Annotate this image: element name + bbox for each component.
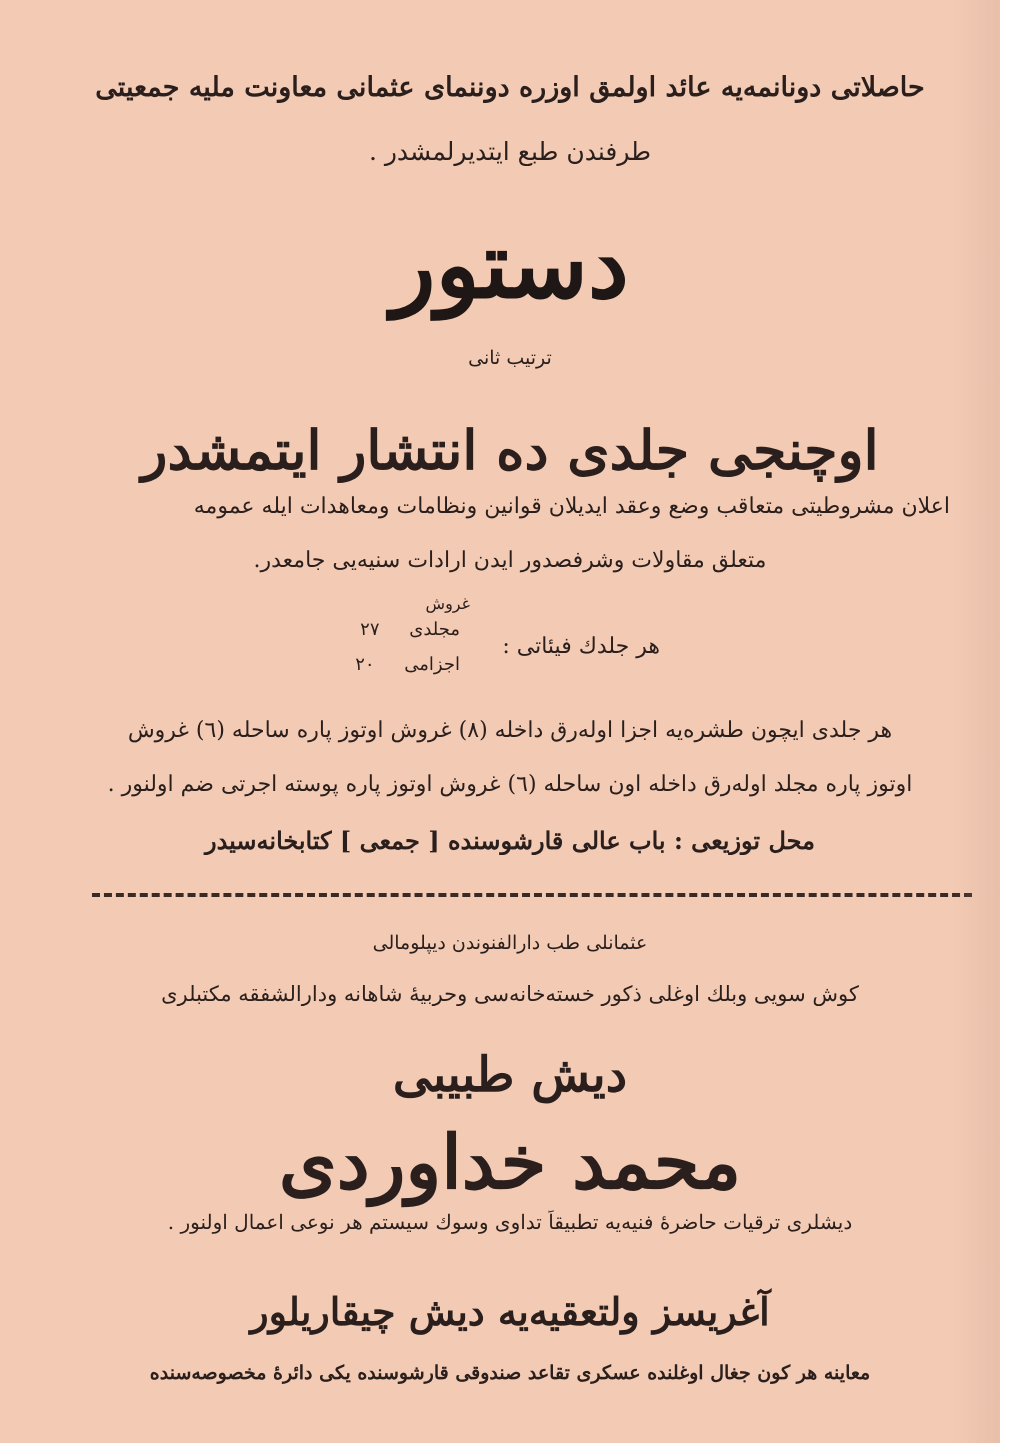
scan-edge-shade — [952, 0, 1000, 1443]
advert-body: دیشلری ترقیات حاضرهٔ فنیه‌یه تطبیقاً تداوی وسوك سیستم هر نوعی اعمال اولنور . — [167, 1210, 853, 1234]
price-label: هر جلدك فیئاتی : — [502, 634, 660, 659]
edition-label: ترتیب ثانی — [468, 347, 552, 369]
price-amount: ٢٠ — [355, 654, 375, 675]
advert-name: محمد خداوردی — [278, 1120, 742, 1206]
advert-title: دیش طبیبی — [392, 1047, 628, 1103]
advert-line-1: عثمانلی طب دارالفنوندن دیپلومالی — [372, 932, 648, 954]
price-type: مجلدی — [409, 619, 460, 640]
distribution-line: محل توزیعی : باب عالی قارشوسنده [ جمعی ] کتابخانه‌سیدر — [204, 826, 815, 855]
price-table — [330, 594, 660, 704]
advert-line-2: کوش سویی وبلك اوغلی ذکور خسته‌خانه‌سی وحربیهٔ شاهانه ودارالشفقه مکتبلری — [161, 982, 859, 1006]
description-line-2: متعلق مقاولات وشرفصدور ایدن ارادات سنیه‌یی جامعدر. — [253, 548, 767, 573]
description-line-1: اعلان مشروطیتی متعاقب وضع وعقد ایدیلان قوانین ونظامات ومعاهدات ایله عمومه — [193, 494, 950, 519]
scan-margin — [1000, 0, 1012, 1443]
price-row — [336, 619, 460, 640]
header-line-1: حاصلاتی دونانمه‌یه عائد اولمق اوزره دوننمای عثمانی معاونت ملیه جمعیتی — [95, 72, 925, 103]
shipping-line-1: هر جلدی ایچون طشره‌یه اجزا اوله‌رق داخله (٨) غروش اوتوز پاره ساحله (٦) غروش — [127, 718, 893, 743]
publication-title: دستور — [391, 211, 629, 319]
shipping-line-2: اوتوز پاره مجلد اوله‌رق داخله اون ساحله (٦) غروش اوتوز پاره پوسته اجرتی ضم اولنور . — [107, 772, 913, 797]
dashed-divider — [92, 893, 972, 897]
headline: اوچنجی جلدی ده انتشار ایتمشدر — [141, 418, 879, 482]
price-type: اجزامی — [404, 654, 460, 675]
price-amount: ٢٧ — [360, 619, 380, 640]
price-unit: غروش — [425, 594, 470, 613]
price-row — [331, 654, 460, 675]
advert-address: معاینه هر کون جغال اوغلنده عسکری تقاعد صندوقی قارشوسنده یکی دائرهٔ مخصوصه‌سنده — [149, 1362, 871, 1384]
advert-subtitle: آغریسز ولتعقیه‌یه دیش چیقاریلور — [250, 1289, 770, 1334]
header-line-2: طرفندن طبع ایتدیرلمشدر . — [368, 137, 652, 166]
